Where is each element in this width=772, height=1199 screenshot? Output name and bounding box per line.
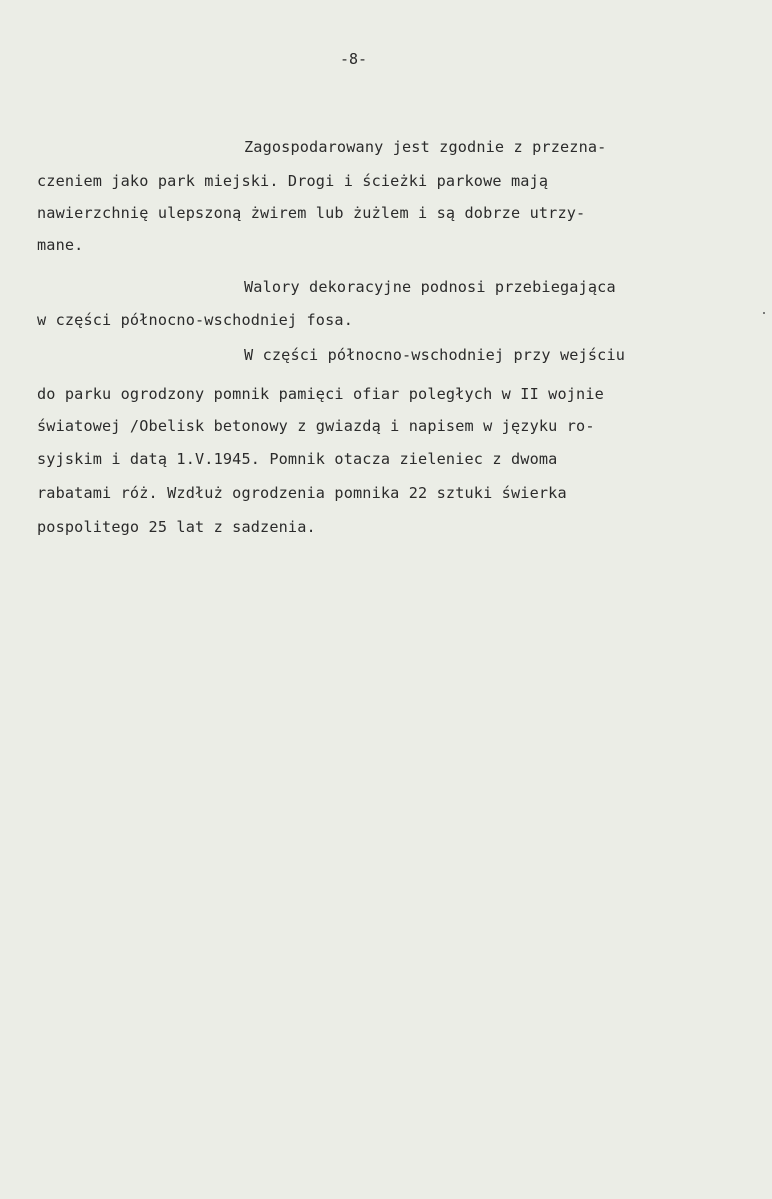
paragraph-3-line-2: do parku ogrodzony pomnik pamięci ofiar poległych w II wojnie <box>37 385 604 403</box>
paragraph-2-line-1: Walory dekoracyjne podnosi przebiegająca <box>244 278 616 296</box>
paragraph-1-line-4: mane. <box>37 236 84 254</box>
paragraph-3-line-4: syjskim i datą 1.V.1945. Pomnik otacza zieleniec z dwoma <box>37 450 558 468</box>
paper-speck <box>763 312 765 314</box>
paragraph-1-line-3: nawierzchnię ulepszoną żwirem lub żużlem i są dobrze utrzy- <box>37 204 586 222</box>
paragraph-2-line-2: w części północno-wschodniej fosa. <box>37 311 353 329</box>
paragraph-1-line-2: czeniem jako park miejski. Drogi i ścieżki parkowe mają <box>37 172 549 190</box>
page-number: -8- <box>340 50 368 68</box>
paragraph-3-line-6: pospolitego 25 lat z sadzenia. <box>37 518 316 536</box>
paragraph-3-line-1: W części północno-wschodniej przy wejściu <box>244 346 626 364</box>
paragraph-3-line-5: rabatami róż. Wzdłuż ogrodzenia pomnika 22 sztuki świerka <box>37 484 567 502</box>
paragraph-1-line-1: Zagospodarowany jest zgodnie z przezna- <box>244 138 607 156</box>
paragraph-3-line-3: światowej /Obelisk betonowy z gwiazdą i napisem w języku ro- <box>37 417 595 435</box>
